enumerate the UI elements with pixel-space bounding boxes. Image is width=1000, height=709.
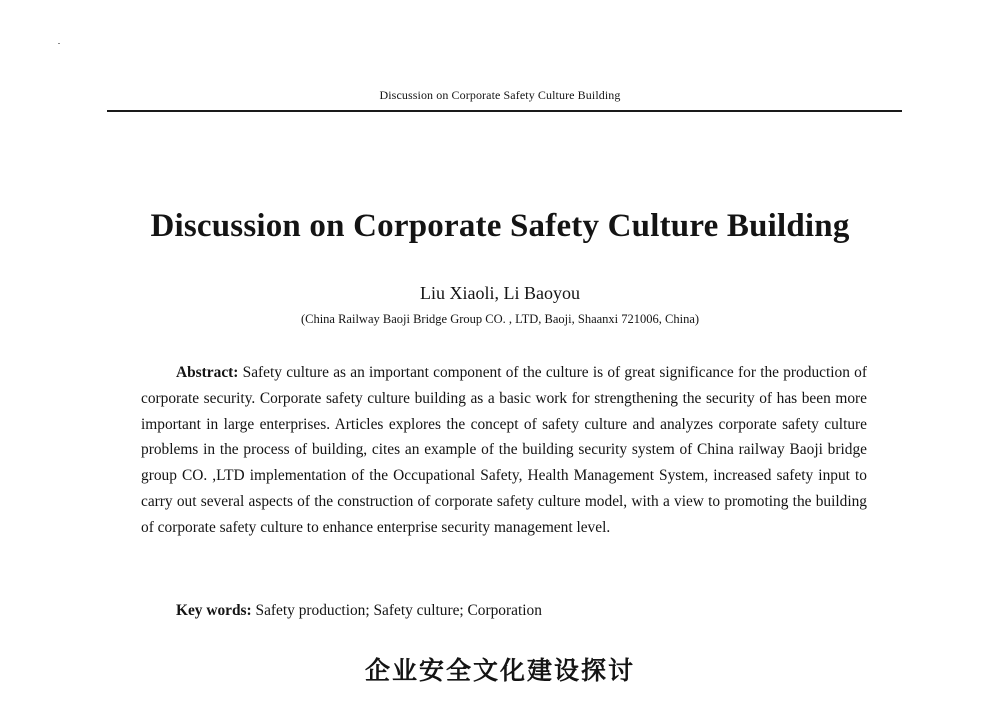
keywords-text: Safety production; Safety culture; Corporation: [255, 602, 542, 619]
affiliation: (China Railway Baoji Bridge Group CO. , LTD, Baoji, Shaanxi 721006, China): [300, 312, 700, 326]
abstract-label: Abstract:: [176, 364, 239, 381]
running-header: Discussion on Corporate Safety Culture Building: [379, 88, 621, 102]
keywords: [176, 600, 542, 622]
authors: Liu Xiaoli, Li Baoyou: [420, 283, 580, 303]
keywords-label: Key words:: [176, 602, 252, 619]
scan-artifact: [58, 43, 60, 44]
chinese-title: 企业安全文化建设探讨: [364, 656, 635, 685]
abstract-text: Safety culture as an important component of the culture is of great significance for the production of corporate security. Corporate safety culture building as a basic work for strengthening the security of has been more important in large enterprises. Articles explores the concept of safety culture and analyzes corporate safety culture problems in the process of building, cites an example of the building security system of China railway Baoji bridge group CO. ,LTD implementation of the Occupational Safety, Health Management System, increased safety input to carry out several aspects of the construction of corporate safety culture model, with a view to promoting the building of corporate safety culture to enhance enterprise security management level.: [141, 364, 867, 536]
paper-title: Discussion on Corporate Safety Culture Building: [150, 208, 850, 244]
header-rule: [107, 110, 902, 112]
abstract: [141, 360, 867, 541]
